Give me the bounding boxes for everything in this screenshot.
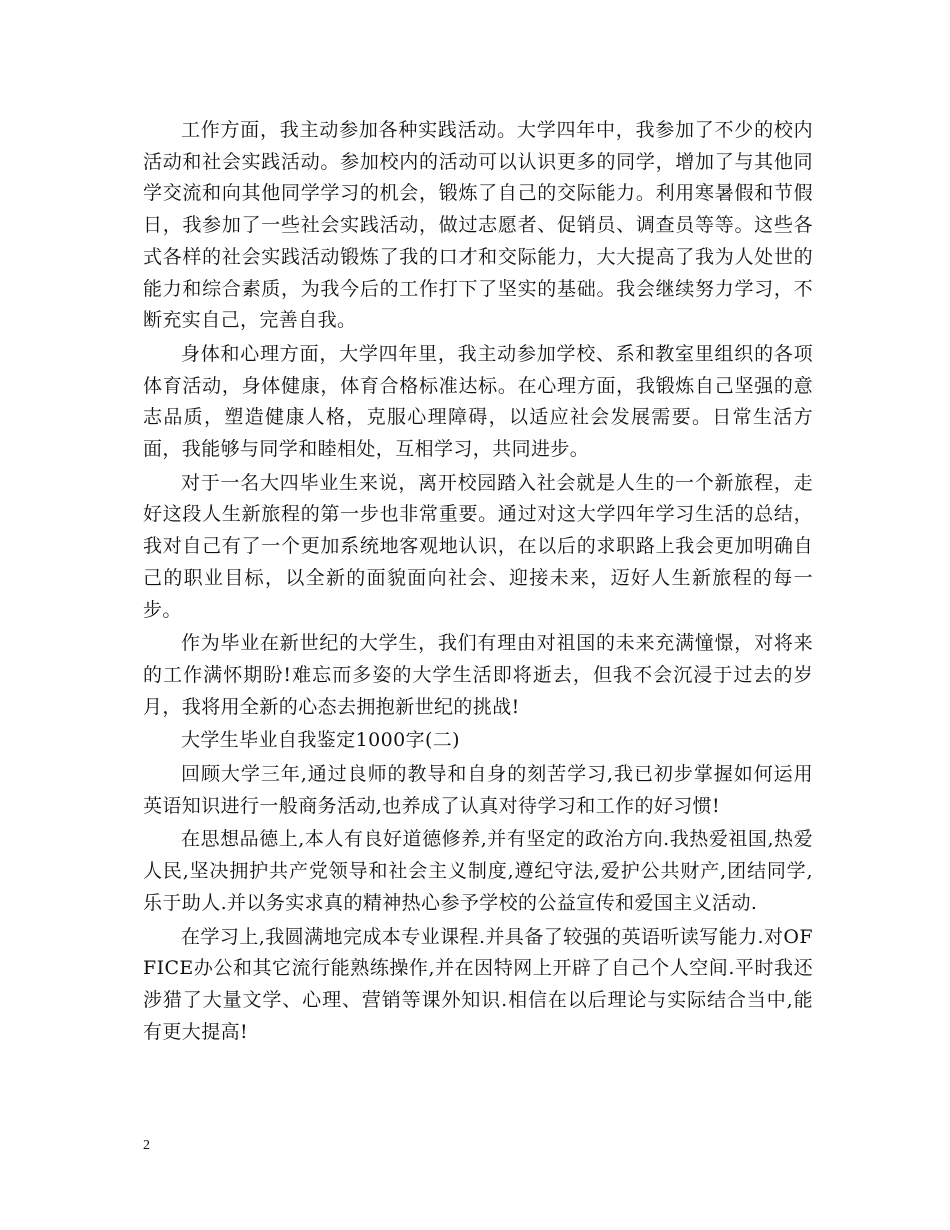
document-body: [143, 115, 813, 1050]
paragraph-new-journey: 对于一名大四毕业生来说，离开校园踏入社会就是人生的一个新旅程，走好这段人生新旅程的第一步也非常重要。通过对这大学四年学习生活的总结，我对自己有了一个更加系统地客观地认识，在以后的求职路上我会更加明确自己的职业目标，以全新的面貌面向社会、迎接未来，迈好人生新旅程的每一步。: [143, 471, 813, 621]
paragraph-study: 在学习上,我圆满地完成本专业课程.并具备了较强的英语听读写能力.对OFFICE办公和其它流行能熟练操作,并在因特网上开辟了自己个人空间.平时我还涉猎了大量文学、心理、营销等课外知识.相信在以后理论与实际结合当中,能有更大提高!: [143, 925, 813, 1043]
paragraph-future: 作为毕业在新世纪的大学生，我们有理由对祖国的未来充满憧憬，对将来的工作满怀期盼!难忘而多姿的大学生活即将逝去，但我不会沉浸于过去的岁月，我将用全新的心态去拥抱新世纪的挑战!: [143, 632, 813, 718]
paragraph-review: 回顾大学三年,通过良师的教导和自身的刻苦学习,我已初步掌握如何运用英语知识进行一般商务活动,也养成了认真对待学习和工作的好习惯!: [143, 763, 813, 817]
paragraph-health: 身体和心理方面，大学四年里，我主动参加学校、系和教室里组织的各项体育活动，身体健康，体育合格标准达标。在心理方面，我锻炼自己坚强的意志品质，塑造健康人格，克服心理障碍，以适应社会发展需要。日常生活方面，我能够与同学和睦相处，互相学习，共同进步。: [143, 342, 813, 461]
page-number: 2: [143, 1138, 150, 1153]
paragraph-work: 工作方面，我主动参加各种实践活动。大学四年中，我参加了不少的校内活动和社会实践活动。参加校内的活动可以认识更多的同学，增加了与其他同学交流和向其他同学学习的机会，锻炼了自己的交际能力。利用寒暑假和节假日，我参加了一些社会实践活动，做过志愿者、促销员、调查员等等。这些各式各样的社会实践活动锻炼了我的口才和交际能力，大大提高了我为人处世的能力和综合素质，为我今后的工作打下了坚实的基础。我会继续努力学习，不断充实自己，完善自我。: [143, 119, 813, 332]
paragraph-morality: 在思想品德上,本人有良好道德修养,并有坚定的政治方向.我热爱祖国,热爱人民,坚决拥护共产党领导和社会主义制度,遵纪守法,爱护公共财产,团结同学,乐于助人.并以务实求真的精神热心参予学校的公益宣传和爱国主义活动.: [143, 828, 813, 914]
section-heading: 大学生毕业自我鉴定1000字(二): [181, 729, 460, 752]
